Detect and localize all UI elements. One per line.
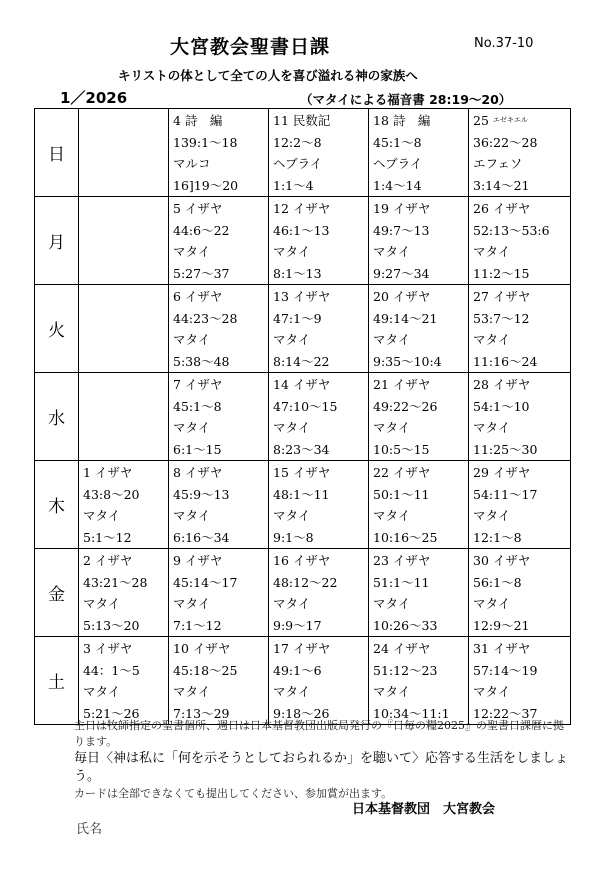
- reading-line: 56:1～8: [473, 574, 522, 590]
- reading-line: 45:18～25: [173, 662, 238, 678]
- reading-line: 9 イザヤ: [173, 553, 223, 568]
- reading-line: 10:26～33: [373, 617, 438, 633]
- day-cell: [269, 549, 369, 637]
- reading-line: 43:21～28: [83, 574, 148, 590]
- reading-line: 47:1～9: [273, 310, 322, 326]
- reading-line: 8:14～22: [273, 353, 330, 369]
- reading-line: 9:18～26: [273, 705, 330, 721]
- reading-line: 20 イザヤ: [373, 289, 431, 304]
- reading-line: 10 イザヤ: [173, 641, 231, 656]
- week-row: [35, 373, 571, 461]
- reading-line: マタイ: [273, 420, 311, 435]
- page-title: 大宮教会聖書日課: [170, 36, 331, 58]
- reading-line: 13 イザヤ: [273, 289, 331, 304]
- reading-line: 44：1～5: [83, 662, 140, 678]
- name-field-label: 氏名: [76, 822, 103, 837]
- reading-line: 44:6～22: [173, 222, 230, 238]
- reading-line: 4 詩 編: [173, 113, 223, 128]
- reading-line: マタイ: [273, 684, 311, 699]
- reading-line: 48:12～22: [273, 574, 338, 590]
- day-label: 木: [35, 461, 79, 549]
- reading-line: 53:7～12: [473, 310, 530, 326]
- day-cell: [169, 285, 269, 373]
- reading-line: マタイ: [473, 420, 511, 435]
- week-row: [35, 285, 571, 373]
- reading-line: 7:13～29: [173, 705, 230, 721]
- reading-line: 36:22～28: [473, 134, 538, 150]
- day-cell: [469, 637, 571, 725]
- day-cell: [169, 197, 269, 285]
- reading-line: マタイ: [173, 332, 211, 347]
- day-cell: [369, 549, 469, 637]
- scripture-subtitle: （マタイによる福音書 28:19～20）: [300, 92, 512, 107]
- reading-line: 10:16～25: [373, 529, 438, 545]
- reading-line: 27 イザヤ: [473, 289, 531, 304]
- reading-line: ヘブライ: [373, 156, 423, 171]
- reading-line: 49:1～6: [273, 662, 322, 678]
- reading-line: 17 イザヤ: [273, 641, 331, 656]
- reading-line: 9:35～10:4: [373, 353, 442, 369]
- day-cell: [469, 285, 571, 373]
- reading-line: 11:2～15: [473, 265, 530, 281]
- reading-line: 21 イザヤ: [373, 377, 431, 392]
- document-number: No.37-10: [474, 36, 534, 51]
- day-label: 水: [35, 373, 79, 461]
- reading-line: 6 イザヤ: [173, 289, 223, 304]
- reading-line: 7:1～12: [173, 617, 222, 633]
- reading-line: 45:1～8: [373, 134, 422, 150]
- reading-line: 11:16～24: [473, 353, 538, 369]
- reading-line: マタイ: [473, 332, 511, 347]
- reading-line: 8:1～13: [273, 265, 322, 281]
- reading-line: 54:11～17: [473, 486, 538, 502]
- day-cell: [469, 197, 571, 285]
- day-cell: [269, 461, 369, 549]
- day-label: 月: [35, 197, 79, 285]
- reading-line: 49:14～21: [373, 310, 438, 326]
- reading-line: 15 イザヤ: [273, 465, 331, 480]
- reading-line: 8:23～34: [273, 441, 330, 457]
- reading-line: マタイ: [173, 684, 211, 699]
- day-cell: [269, 109, 369, 197]
- day-cell: [369, 109, 469, 197]
- day-cell: [369, 637, 469, 725]
- day-cell: [79, 197, 169, 285]
- reading-line: マタイ: [473, 508, 511, 523]
- reading-line: マルコ: [173, 156, 211, 171]
- day-cell: [469, 109, 571, 197]
- reading-line: 23 イザヤ: [373, 553, 431, 568]
- reading-line: 7 イザヤ: [173, 377, 223, 392]
- day-cell: [169, 461, 269, 549]
- reading-line: マタイ: [373, 684, 411, 699]
- reading-line: 11 民数記: [273, 113, 331, 128]
- week-row: [35, 549, 571, 637]
- day-cell: [169, 109, 269, 197]
- reading-line: マタイ: [373, 332, 411, 347]
- day-label: 日: [35, 109, 79, 197]
- reading-line: 5:27～37: [173, 265, 230, 281]
- reading-line: 10:34～11:1: [373, 705, 450, 721]
- reading-line: 5:13～20: [83, 617, 140, 633]
- day-cell: [469, 549, 571, 637]
- reading-line: 12:1～8: [473, 529, 522, 545]
- day-cell: [169, 637, 269, 725]
- reading-line: 5:1～12: [83, 529, 132, 545]
- week-row: [35, 109, 571, 197]
- day-cell: [79, 109, 169, 197]
- book-name-small: エゼキエル: [492, 116, 528, 124]
- month-label: 1／2026: [60, 89, 128, 107]
- reading-line: 57:14～19: [473, 662, 538, 678]
- reading-line: 31 イザヤ: [473, 641, 531, 656]
- reading-line: 12:2～8: [273, 134, 322, 150]
- reading-line: マタイ: [173, 596, 211, 611]
- reading-line: マタイ: [83, 684, 121, 699]
- reading-line: 16 イザヤ: [273, 553, 331, 568]
- reading-line: マタイ: [373, 420, 411, 435]
- footer-source-note: 主日は牧師指定の聖書個所、週日は日本基督教団出版局発行の『日毎の糧2025』の聖書日課暦に拠ります。: [74, 719, 564, 748]
- reading-line: マタイ: [173, 244, 211, 259]
- reading-line: 51:12～23: [373, 662, 438, 678]
- reading-line: 3:14～21: [473, 177, 530, 193]
- day-cell: [369, 285, 469, 373]
- reading-line: マタイ: [273, 596, 311, 611]
- week-row: [35, 197, 571, 285]
- church-name: 日本基督教団 大宮教会: [352, 802, 496, 817]
- day-cell: [269, 373, 369, 461]
- reading-line: 8 イザヤ: [173, 465, 223, 480]
- reading-line: マタイ: [373, 596, 411, 611]
- reading-line: マタイ: [273, 332, 311, 347]
- day-label: 金: [35, 549, 79, 637]
- reading-line: 6:16～34: [173, 529, 230, 545]
- reading-line: 28 イザヤ: [473, 377, 531, 392]
- theme-line: キリストの体として全ての人を喜び溢れる神の家族へ: [118, 68, 418, 83]
- day-cell: [269, 637, 369, 725]
- reading-line: マタイ: [173, 508, 211, 523]
- reading-line: マタイ: [473, 684, 511, 699]
- reading-line: 2 イザヤ: [83, 553, 133, 568]
- day-cell: [79, 549, 169, 637]
- reading-line: マタイ: [473, 244, 511, 259]
- day-label: 土: [35, 637, 79, 725]
- reading-line: 5:38～48: [173, 353, 230, 369]
- reading-line: 48:1～11: [273, 486, 330, 502]
- reading-line: 18 詩 編: [373, 113, 431, 128]
- footer-card-note: カードは全部できなくても提出してください、参加賞が出ます。: [74, 787, 393, 800]
- reading-line: 43:8～20: [83, 486, 140, 502]
- reading-line: マタイ: [173, 420, 211, 435]
- day-cell: [79, 373, 169, 461]
- day-cell: [369, 197, 469, 285]
- day-cell: [79, 461, 169, 549]
- reading-line: 1 イザヤ: [83, 465, 133, 480]
- reading-line: 26 イザヤ: [473, 201, 531, 216]
- reading-line: 49:7～13: [373, 222, 430, 238]
- reading-line: 45:9～13: [173, 486, 230, 502]
- reading-line: 30 イザヤ: [473, 553, 531, 568]
- reading-line: 12 イザヤ: [273, 201, 331, 216]
- day-cell: [169, 373, 269, 461]
- date-number: 25: [473, 113, 489, 128]
- day-cell: [469, 373, 571, 461]
- reading-line: マタイ: [83, 596, 121, 611]
- day-cell: [79, 637, 169, 725]
- reading-line: マタイ: [373, 244, 411, 259]
- reading-line: 9:27～34: [373, 265, 430, 281]
- reading-line: 1:1～4: [273, 177, 314, 193]
- reading-line: 9:9～17: [273, 617, 322, 633]
- reading-line: 45:14～17: [173, 574, 238, 590]
- reading-line: 19 イザヤ: [373, 201, 431, 216]
- reading-line: マタイ: [473, 596, 511, 611]
- reading-line: 29 イザヤ: [473, 465, 531, 480]
- reading-line: 5:21～26: [83, 705, 140, 721]
- week-row: [35, 637, 571, 725]
- reading-line: 47:10～15: [273, 398, 338, 414]
- reading-line: 22 イザヤ: [373, 465, 431, 480]
- day-label: 火: [35, 285, 79, 373]
- day-cell: [269, 285, 369, 373]
- day-cell: [269, 197, 369, 285]
- reading-line: 139:1～18: [173, 134, 238, 150]
- reading-line: 6:1～15: [173, 441, 222, 457]
- reading-line: 50:1～11: [373, 486, 430, 502]
- reading-line: エフェソ: [473, 156, 523, 171]
- reading-line: 11:25～30: [473, 441, 538, 457]
- reading-line: 1:4～14: [373, 177, 422, 193]
- reading-line: 54:1～10: [473, 398, 530, 414]
- reading-line: マタイ: [83, 508, 121, 523]
- reading-line: 10:5～15: [373, 441, 430, 457]
- reading-line: ヘブライ: [273, 156, 323, 171]
- day-cell: [469, 461, 571, 549]
- day-cell: [169, 549, 269, 637]
- reading-calendar: [34, 108, 571, 725]
- reading-line: マタイ: [273, 508, 311, 523]
- reading-line: 3 イザヤ: [83, 641, 133, 656]
- day-cell: [369, 373, 469, 461]
- reading-line: 12:9～21: [473, 617, 530, 633]
- reading-line: 24 イザヤ: [373, 641, 431, 656]
- footer-notes: [74, 718, 574, 802]
- reading-line: 5 イザヤ: [173, 201, 223, 216]
- reading-line: マタイ: [373, 508, 411, 523]
- reading-line: 9:1～8: [273, 529, 314, 545]
- reading-line: 45:1～8: [173, 398, 222, 414]
- reading-line: 14 イザヤ: [273, 377, 331, 392]
- day-cell: [369, 461, 469, 549]
- reading-line: 16]19～20: [173, 177, 239, 193]
- reading-line: 52:13～53:6: [473, 222, 550, 238]
- reading-line: 46:1～13: [273, 222, 330, 238]
- reading-line: 44:23～28: [173, 310, 238, 326]
- reading-line: マタイ: [273, 244, 311, 259]
- footer-exhortation: 毎日〈神は私に「何を示そうとしておられるか」を聴いて〉応答する生活をしましょう。: [74, 751, 569, 784]
- day-cell: [79, 285, 169, 373]
- reading-line: [473, 110, 570, 132]
- reading-line: 49:22～26: [373, 398, 438, 414]
- week-row: [35, 461, 571, 549]
- reading-line: 51:1～11: [373, 574, 430, 590]
- reading-line: 12:22～37: [473, 705, 538, 721]
